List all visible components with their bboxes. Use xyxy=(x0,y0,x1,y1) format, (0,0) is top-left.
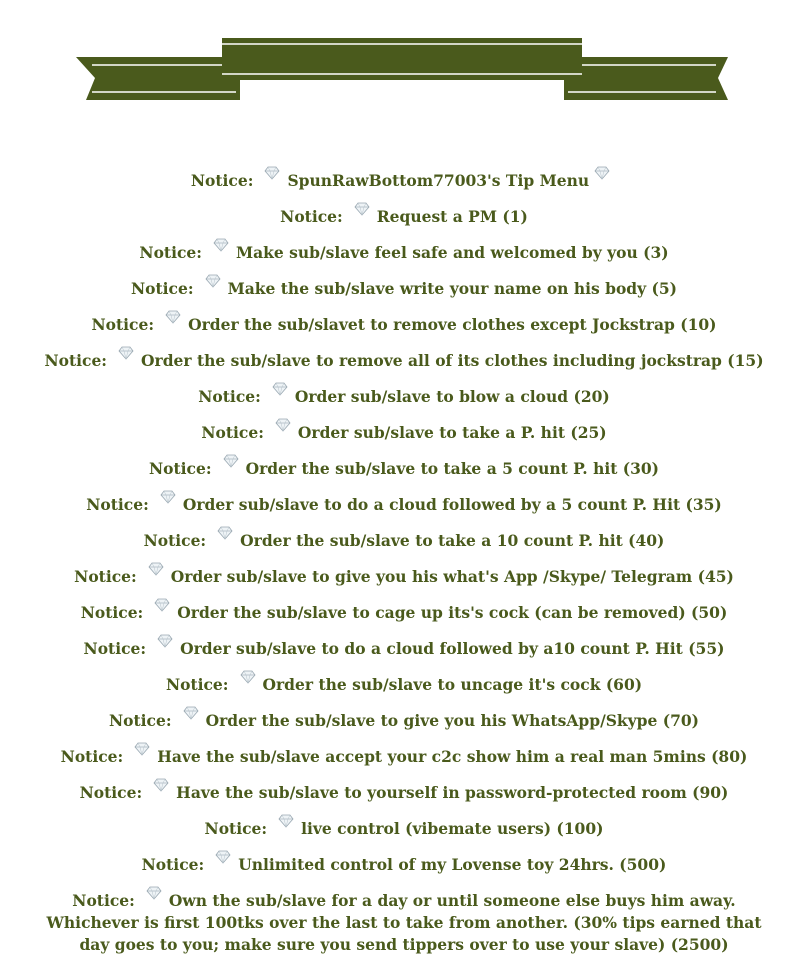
diamond-icon xyxy=(353,202,371,216)
notice-label: Notice: xyxy=(139,243,202,262)
diamond-icon xyxy=(133,742,151,756)
notice-label: Notice: xyxy=(80,603,144,622)
notice-label: Notice: xyxy=(165,675,229,694)
notice-label: Notice: xyxy=(44,351,108,370)
diamond-icon xyxy=(152,778,170,792)
tip-menu-item xyxy=(40,526,768,552)
notice-label: Notice: xyxy=(60,747,124,766)
diamond-icon xyxy=(214,850,232,864)
tip-menu-item xyxy=(40,166,768,192)
tip-menu-item-text: Order sub/slave to take a P. hit (25) xyxy=(297,423,607,442)
tip-menu-item xyxy=(40,562,768,588)
diamond-icon xyxy=(277,814,295,828)
tip-menu-item-text: Order sub/slave to do a cloud followed by a 5 count P. Hit (35) xyxy=(182,495,722,514)
diamond-icon xyxy=(156,634,174,648)
ribbon-banner xyxy=(0,0,808,120)
notice-label: Notice: xyxy=(280,207,343,226)
diamond-icon xyxy=(593,166,611,180)
diamond-icon xyxy=(204,274,222,288)
tip-menu-item xyxy=(40,238,768,264)
banner-right-tail xyxy=(564,57,728,100)
diamond-icon xyxy=(212,238,230,252)
notice-label: Notice: xyxy=(108,711,172,730)
tip-menu-item-text: Have the sub/slave to yourself in password-protected room (90) xyxy=(176,783,729,802)
diamond-icon xyxy=(271,382,289,396)
diamond-icon xyxy=(263,166,281,180)
diamond-icon xyxy=(164,310,182,324)
diamond-icon xyxy=(222,454,240,468)
notice-label: Notice: xyxy=(83,639,147,658)
notice-label: Notice: xyxy=(190,171,254,190)
tip-menu-item xyxy=(40,778,768,804)
diamond-icon xyxy=(239,670,257,684)
tip-menu-item-text: Order sub/slave to give you his what's App /Skype/ Telegram (45) xyxy=(170,567,734,586)
tip-menu-item xyxy=(40,490,768,516)
tip-menu-item-text: Order the sub/slave to take a 10 count P. hit (40) xyxy=(240,531,665,550)
tip-menu-item xyxy=(40,814,768,840)
notice-label: Notice: xyxy=(201,423,264,442)
notice-label: Notice: xyxy=(141,855,205,874)
tip-menu-item xyxy=(40,418,768,444)
tip-menu-item xyxy=(40,670,768,696)
tip-menu-item-text: Request a PM (1) xyxy=(376,207,528,226)
tip-menu-item-text: Order the sub/slave to take a 5 count P. hit (30) xyxy=(245,459,660,478)
tip-menu-item xyxy=(40,634,768,660)
tip-menu-item xyxy=(40,598,768,624)
tip-menu-item-text: Order the sub/slavet to remove clothes except Jockstrap (10) xyxy=(188,315,717,334)
tip-menu-item-text: Order sub/slave to blow a cloud (20) xyxy=(294,387,610,406)
diamond-icon xyxy=(147,562,165,576)
tip-menu-item-text: SpunRawBottom77003's Tip Menu xyxy=(287,171,590,190)
notice-label: Notice: xyxy=(204,819,268,838)
tip-menu-item xyxy=(40,742,768,768)
notice-label: Notice: xyxy=(79,783,143,802)
notice-label: Notice: xyxy=(74,567,137,586)
tip-menu-item xyxy=(40,202,768,228)
notice-label: Notice: xyxy=(86,495,149,514)
diamond-icon xyxy=(153,598,171,612)
tip-menu-item-text: Order the sub/slave to give you his WhatsApp/Skype (70) xyxy=(205,711,700,730)
diamond-icon xyxy=(216,526,234,540)
tip-menu-item-text: Make sub/slave feel safe and welcomed by you (3) xyxy=(235,243,669,262)
tip-menu-item xyxy=(40,310,768,336)
diamond-icon xyxy=(274,418,292,432)
notice-label: Notice: xyxy=(131,279,194,298)
notice-label: Notice: xyxy=(198,387,261,406)
tip-menu-item xyxy=(40,346,768,372)
diamond-icon xyxy=(159,490,177,504)
tip-menu-item-text: Order the sub/slave to cage up its's cock (can be removed) (50) xyxy=(177,603,728,622)
tip-menu xyxy=(40,166,768,966)
diamond-icon xyxy=(145,886,163,900)
tip-menu-item-text: live control (vibemate users) (100) xyxy=(301,819,604,838)
notice-label: Notice: xyxy=(91,315,155,334)
notice-label: Notice: xyxy=(148,459,212,478)
tip-menu-item-text: Own the sub/slave for a day or until someone else buys him away. Whichever is first 100tks over the last to take from another. (30% tips earned that day goes to you; make sure you send tippers over to use your slave) (2500) xyxy=(46,891,762,954)
tip-menu-item-text: Order the sub/slave to uncage it's cock (60) xyxy=(262,675,643,694)
tip-menu-item-text: Make the sub/slave write your name on his body (5) xyxy=(227,279,677,298)
tip-menu-item-text: Order the sub/slave to remove all of its clothes including jockstrap (15) xyxy=(141,351,764,370)
tip-menu-item-text: Order sub/slave to do a cloud followed by a10 count P. Hit (55) xyxy=(180,639,725,658)
tip-menu-item xyxy=(40,274,768,300)
tip-menu-item xyxy=(40,850,768,876)
diamond-icon xyxy=(182,706,200,720)
notice-label: Notice: xyxy=(72,891,135,910)
tip-menu-item xyxy=(40,382,768,408)
banner-left-tail xyxy=(76,57,240,100)
tip-menu-item-text: Unlimited control of my Lovense toy 24hrs. (500) xyxy=(238,855,667,874)
tip-menu-item xyxy=(40,706,768,732)
tip-menu-item xyxy=(40,886,768,956)
tip-menu-item-text: Have the sub/slave accept your c2c show him a real man 5mins (80) xyxy=(157,747,748,766)
tip-menu-item xyxy=(40,454,768,480)
notice-label: Notice: xyxy=(143,531,207,550)
diamond-icon xyxy=(117,346,135,360)
